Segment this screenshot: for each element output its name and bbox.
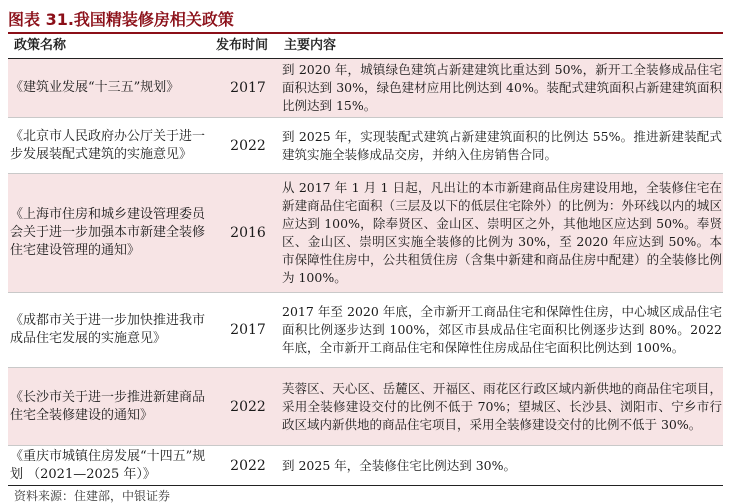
publish-year: 2022: [230, 137, 266, 154]
policy-name: 《北京市人民政府办公厅关于进一步发展装配式建筑的实施意见》: [10, 128, 206, 162]
publish-year: 2022: [230, 398, 266, 415]
policy-content: 从 2017 年 1 月 1 日起，凡出让的本市新建商品住房建设用地，全装修住宅在新建商品住宅面积（三层及以下的低层住宅除外）的比例为：外环线以内的城区应达到 100%，除奉贤区、金山区、崇明区之外，其他地区应达到 50%。奉贤区、金山区、崇明区实施全装修的比例为 30%，至 2020 年应达到 50%。本市保障性住房中，公共租赁住房（含集中新建和商品住房中配建）的全装修比例为 100%。: [282, 180, 722, 285]
publish-year: 2022: [230, 457, 266, 474]
policy-name: 《成都市关于进一步加快推进我市成品住宅发展的实施意见》: [10, 313, 206, 346]
publish-year: 2016: [230, 225, 266, 241]
policy-content: 到 2025 年，实现装配式建筑占新建建筑面积的比例达 55%。推进新建装配式建筑实施全装修成品交房，并纳入住房销售合同。: [282, 128, 722, 162]
table-row: [8, 118, 723, 174]
table-row: [8, 368, 723, 446]
table-row: [8, 59, 723, 118]
publish-year: 2017: [230, 80, 266, 96]
policy-name: 《重庆市城镇住房发展“十四五”规划 （2021—2025 年）》: [10, 448, 206, 482]
policy-content: 2017 年至 2020 年底，全市新开工商品住宅和保障性住房，中心城区成品住宅面积比例逐步达到 100%，郊区市县成品住宅面积比例逐步达到 80%。2022 年底，全市新开工商品住宅和保障性住房成品住宅面积比例达到 100%。: [282, 304, 722, 355]
figure-title: 图表 31.我国精装修房相关政策: [8, 8, 723, 34]
publish-year: 2017: [230, 322, 266, 338]
policy-name: 《长沙市关于进一步推进新建商品住宅全装修建设的通知》: [10, 389, 206, 423]
source-note: 资料来源：住建部，中银证券: [14, 489, 171, 503]
table-row: [8, 293, 723, 368]
table-row: [8, 174, 723, 293]
policy-content: 到 2025 年，全装修住宅比例达到 30%。: [282, 457, 517, 473]
header-main-content: 主要内容: [284, 38, 337, 53]
table-row: [8, 446, 723, 486]
policy-name: 《建筑业发展“十三五”规划》: [10, 80, 180, 95]
header-policy-name: 政策名称: [14, 38, 67, 53]
policy-content: 芙蓉区、天心区、岳麓区、开福区、雨花区行政区域内新供地的商品住宅项目，采用全装修建设交付的比例不低于 70%；望城区、长沙县、浏阳市、宁乡市行政区域内新供地的商品住宅项目，采用全装修建设交付的比例不低于 30%。: [282, 380, 722, 432]
policy-name: 《上海市住房和城乡建设管理委员会关于进一步加强本市新建全装修住宅建设管理的通知》: [10, 207, 206, 258]
policy-content: 到 2020 年，城镇绿色建筑占新建建筑比重达到 50%，新开工全装修成品住宅面积达到 30%，绿色建材应用比例达到 40%。装配式建筑面积占新建建筑面积比例达到 15%。: [282, 62, 722, 113]
header-publish-time: 发布时间: [216, 38, 269, 53]
